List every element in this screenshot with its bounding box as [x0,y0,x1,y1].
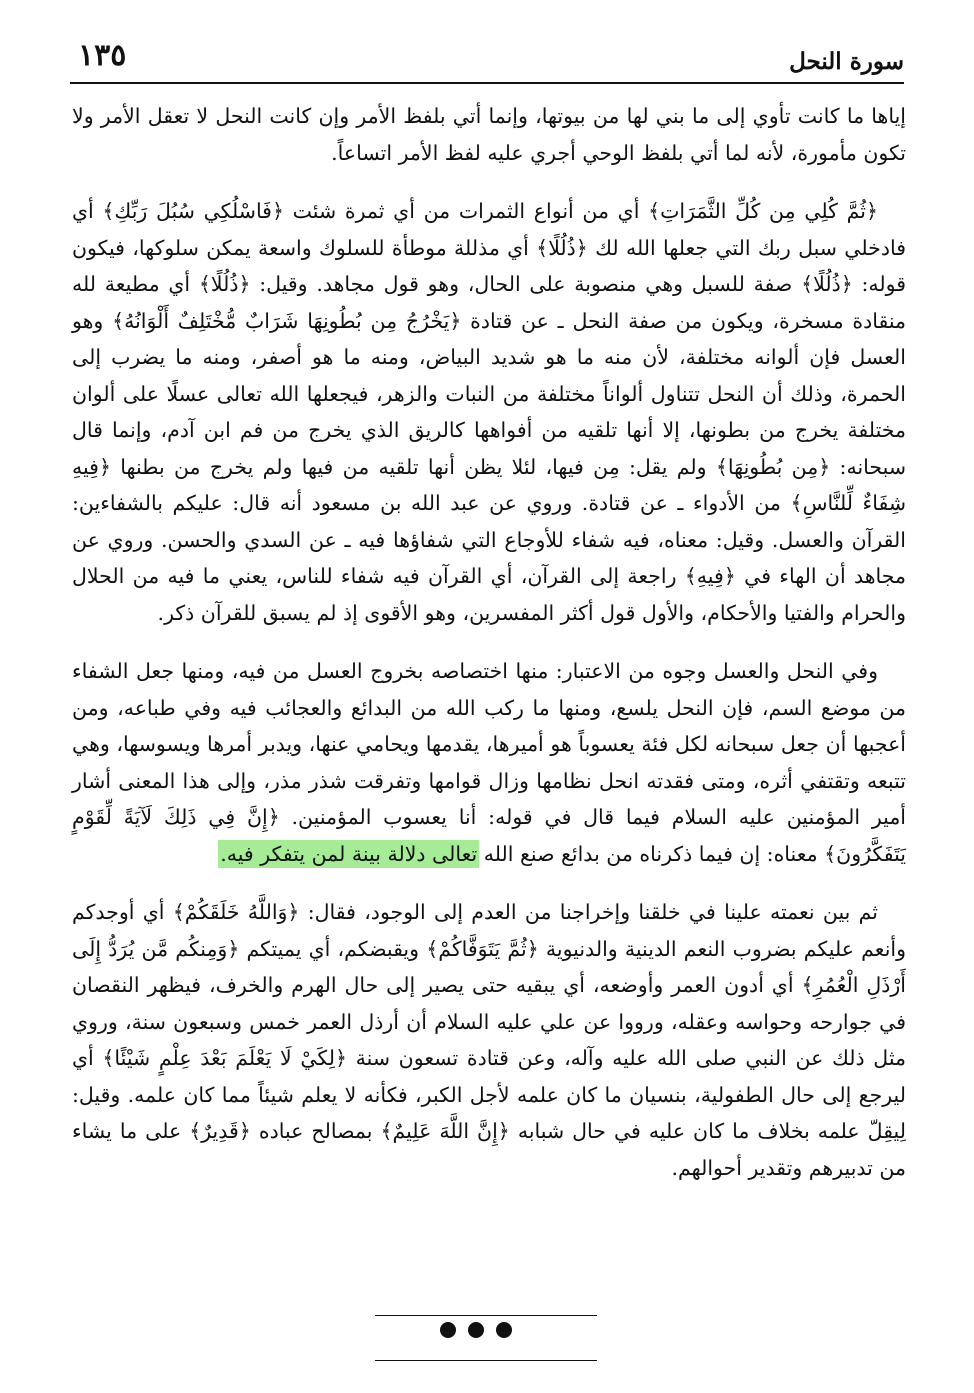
ornament-dot [440,1322,456,1338]
footer-ornament [440,1322,512,1338]
page-number: ١٣٥ [78,38,127,73]
ornament-dot [468,1322,484,1338]
paragraph-2: ﴿ثُمَّ كُلِي مِن كُلِّ الثَّمَرَاتِ﴾ أي من أنواع الثمرات من أي ثمرة شئت ﴿فَاسْلُكِي سُبُلَ رَبِّكِ﴾ أي فادخلي سبل ربك التي جعلها الله لك ﴿ذُلُلًا﴾ أي مذللة موطأة للسلوك واسعة يمكن سلوكها، فيكون قوله: ﴿ذُلُلًا﴾ صفة للسبل وهي منصوبة على الحال، وهو قول مجاهد. وقيل: ﴿ذُلُلًا﴾ أي مطيعة لله منقادة مسخرة، ويكون من صفة النحل ـ عن قتادة ﴿يَخْرُجُ مِن بُطُونِهَا شَرَابٌ مُّخْتَلِفٌ أَلْوَانُهُ﴾ وهو العسل فإن ألوانه مختلفة، لأن منه ما هو شديد البياض، ومنه ما هو أصفر، ومنه ما يضرب إلى الحمرة، وذلك أن النحل تتناول ألواناً مختلفة من النبات والزهر، فيجعلها الله تعالى عسلًا على ألوان مختلفة يخرج من بطونها، إلا أنها تلقيه من أفواهها كالريق الذي يخرج من فم ابن آدم، وإنما قال سبحانه: ﴿مِن بُطُونِهَا﴾ ولم يقل: مِن فيها، لئلا يظن أنها تلقيه من فيها ولم يخرج من بطنها ﴿فِيهِ شِفَاءٌ لِّلنَّاسِ﴾ من الأدواء ـ عن قتادة. وروي عن عبد الله بن مسعود أنه قال: عليكم بالشفاءين: القرآن والعسل. وقيل: معناه، فيه شفاء للأوجاع التي شفاؤها فيه ـ عن السدي والحسن. وروي عن مجاهد أن الهاء في ﴿فِيهِ﴾ راجعة إلى القرآن، أي القرآن فيه شفاء للناس، يعني ما فيه من الحلال والحرام والفتيا والأحكام، والأول قول أكثر المفسرين، وهو الأقوى إذ لم يسبق للقرآن ذكر. [72,199,906,625]
body-text [72,98,906,1208]
paragraph-4: ثم بين نعمته علينا في خلقنا وإخراجنا من العدم إلى الوجود، فقال: ﴿وَاللَّهُ خَلَقَكُمْ﴾ أي أوجدكم وأنعم عليكم بضروب النعم الدينية والدنيوية ﴿ثُمَّ يَتَوَفَّاكُمْ﴾ ويقبضكم، أي يميتكم ﴿وَمِنكُم مَّن يُرَدُّ إِلَى أَرْذَلِ الْعُمُرِ﴾ أي أدون العمر وأوضعه، أي يبقيه حتى يصير إلى حال الهرم والخرف، فيظهر النقصان في جوارحه وحواسه وعقله، ورووا عن علي عليه السلام أن أرذل العمر خمس وسبعون سنة، وروي مثل ذلك عن النبي صلى الله عليه وآله، وعن قتادة تسعون سنة ﴿لِكَيْ لَا يَعْلَمَ بَعْدَ عِلْمٍ شَيْئًا﴾ أي ليرجع إلى حال الطفولية، بنسيان ما كان علمه لأجل الكبر، فكأنه لا يعلم شيئاً مما كان علمه. وقيل: لِيقِلّ علمه بخلاف ما كان عليه في حال شبابه ﴿إِنَّ اللَّهَ عَلِيمٌ﴾ بمصالح عباده ﴿قَدِيرٌ﴾ على ما يشاء من تدبيرهم وتقدير أحوالهم. [72,900,906,1180]
footer-rule-top [375,1315,597,1316]
page-header [70,38,904,84]
paragraph-3 [72,653,906,872]
surah-title: سورة النحل [789,48,904,75]
paragraph-3-text: وفي النحل والعسل وجوه من الاعتبار: منها اختصاصه بخروج العسل من فيه، ومنها جعل الشفاء من موضع السم، فإن النحل يلسع، ومنها ما ركب الله من البدائع والعجائب فيه وفي طباعه، ومن أعجبها أن جعل سبحانه لكل فئة يعسوباً هو أميرها، يقدمها ويحامي عنها، ويدبر أمرها ويسوسها، وهي تتبعه وتقتفي أثره، ومتى فقدته انحل نظامها وزال قوامها وتفرقت شذر مذر، وإلى هذا المعنى أشار أمير المؤمنين عليه السلام فيما قال في قوله: أنا يعسوب المؤمنين. ﴿إِنَّ فِي ذَلِكَ لَآيَةً لِّقَوْمٍ يَتَفَكَّرُونَ﴾ معناه: إن فيما ذكرناه من بدائع صنع الله [72,659,906,866]
highlighted-text: تعالى دلالة بينة لمن يتفكر فيه. [220,841,478,866]
footer-rule-bottom [375,1360,597,1361]
ornament-dot [496,1322,512,1338]
paragraph-1: إياها ما كانت تأوي إلى ما بني لها من بيوتها، وإنما أتي بلفظ الأمر وإن كانت النحل لا تعقل الأمر ولا تكون مأمورة، لأنه لما أتي بلفظ الوحي أجري عليه لفظ الأمر اتساعاً. [72,104,906,165]
